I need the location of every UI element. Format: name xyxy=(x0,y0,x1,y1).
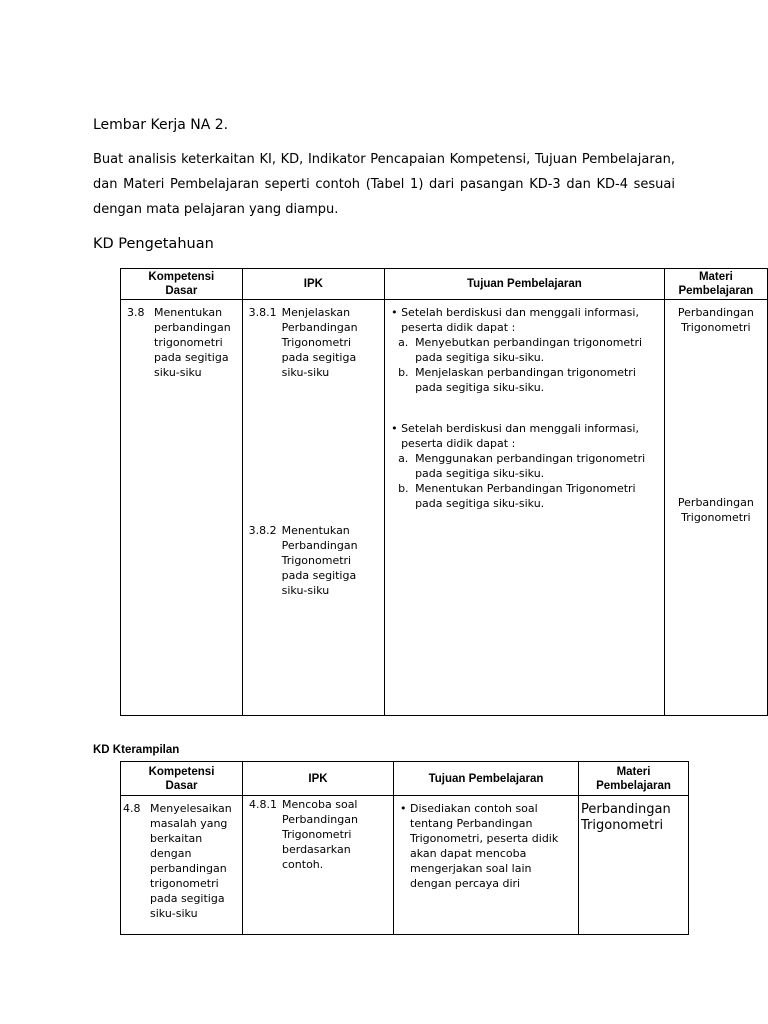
ipk-cell xyxy=(243,796,394,935)
header-ipk: IPK xyxy=(243,762,394,796)
table-row xyxy=(121,796,689,935)
header-kd-line1: Kompetensi xyxy=(148,765,215,778)
header-materi xyxy=(664,269,767,300)
table-row xyxy=(121,300,768,716)
tujuan-block xyxy=(385,300,664,395)
header-kd-line2: Dasar xyxy=(165,779,198,792)
kd-cell xyxy=(121,796,243,935)
materi-text: Perbandingan Trigonometri xyxy=(677,306,754,334)
list-item xyxy=(389,335,660,365)
table-header-row xyxy=(121,269,768,300)
item-text: Menyebutkan perbandingan trigonometri pada segitiga siku-siku. xyxy=(415,336,643,364)
header-kompetensi-dasar xyxy=(121,762,243,796)
bullet-icon: • xyxy=(391,306,398,319)
tujuan-bullet-text: Setelah berdiskusi dan menggali informasi, peserta didik dapat : xyxy=(401,306,639,334)
tujuan-block xyxy=(385,395,664,511)
header-kompetensi-dasar xyxy=(121,269,243,300)
section-heading-knowledge: KD Pengetahuan xyxy=(93,236,214,252)
header-tujuan: Tujuan Pembelajaran xyxy=(394,762,579,796)
list-item xyxy=(389,365,660,395)
kd-text: Menentukan perbandingan trigonometri pada segitiga siku-siku xyxy=(154,306,231,379)
ipk-text: Menentukan Perbandingan Trigonometri pada segitiga siku-siku xyxy=(281,524,358,597)
materi-cell xyxy=(664,300,767,716)
knowledge-table xyxy=(120,268,768,716)
kd-number: 3.8 xyxy=(127,306,145,319)
header-tujuan: Tujuan Pembelajaran xyxy=(385,269,665,300)
tujuan-block xyxy=(394,796,578,891)
header-kd-line2: Dasar xyxy=(165,285,198,297)
worksheet-title: Lembar Kerja NA 2. xyxy=(93,117,229,133)
item-text: Menggunakan perbandingan trigonometri pada segitiga siku-siku. xyxy=(415,452,646,480)
item-letter: a. xyxy=(398,452,409,465)
item-letter: b. xyxy=(398,366,409,379)
ipk-item xyxy=(243,300,384,380)
tujuan-cell xyxy=(385,300,665,716)
ipk-number: 3.8.2 xyxy=(248,524,277,537)
ipk-text: Mencoba soal Perbandingan Trigonometri berdasarkan contoh. xyxy=(282,798,358,871)
materi-cell xyxy=(579,796,689,935)
item-text: Menjelaskan perbandingan trigonometri pada segitiga siku-siku. xyxy=(415,366,636,394)
skill-table xyxy=(120,761,689,935)
table-header-row xyxy=(121,762,689,796)
tujuan-bullet-text: Disediakan contoh soal tentang Perbandingan Trigonometri, peserta didik akan dapat mencoba mengerjakan soal lain dengan percaya diri xyxy=(410,802,559,890)
materi-text: Perbandingan Trigonometri xyxy=(581,802,671,833)
ipk-number: 4.8.1 xyxy=(249,798,277,811)
materi-text: Perbandingan Trigonometri xyxy=(677,496,754,524)
bullet-icon: • xyxy=(400,802,407,815)
ipk-text: Menjelaskan Perbandingan Trigonometri pada segitiga siku-siku xyxy=(281,306,358,379)
list-item xyxy=(389,451,660,481)
header-materi-line1: Materi xyxy=(698,271,733,283)
item-letter: a. xyxy=(398,336,409,349)
section-heading-skill: KD Kterampilan xyxy=(93,744,180,756)
ipk-item xyxy=(243,796,393,872)
ipk-item xyxy=(243,380,384,598)
header-materi xyxy=(579,762,689,796)
header-materi-line2: Pembelajaran xyxy=(596,779,671,792)
item-letter: b. xyxy=(398,482,409,495)
kd-number: 4.8 xyxy=(123,802,141,815)
tujuan-cell xyxy=(394,796,579,935)
ipk-cell xyxy=(242,300,384,716)
header-materi-line1: Materi xyxy=(616,765,651,778)
bullet-icon: • xyxy=(391,422,398,435)
kd-text: Menyelesaikan masalah yang berkaitan dengan perbandingan trigonometri pada segitiga siku-siku xyxy=(150,802,232,920)
kd-cell xyxy=(121,300,243,716)
tujuan-bullet-text: Setelah berdiskusi dan menggali informasi, peserta didik dapat : xyxy=(401,422,639,450)
header-ipk: IPK xyxy=(242,269,384,300)
instruction-paragraph: Buat analisis keterkaitan KI, KD, Indikator Pencapaian Kompetensi, Tujuan Pembelajaran, dan Materi Pembelajaran seperti contoh (Tabel 1) dari pasangan KD-3 dan KD-4 sesuai dengan mata pelajaran yang diampu. xyxy=(93,152,675,217)
ipk-number: 3.8.1 xyxy=(248,306,277,319)
item-text: Menentukan Perbandingan Trigonometri pada segitiga siku-siku. xyxy=(415,482,636,510)
header-materi-line2: Pembelajaran xyxy=(678,285,754,297)
header-kd-line1: Kompetensi xyxy=(148,271,215,283)
list-item xyxy=(389,481,660,511)
